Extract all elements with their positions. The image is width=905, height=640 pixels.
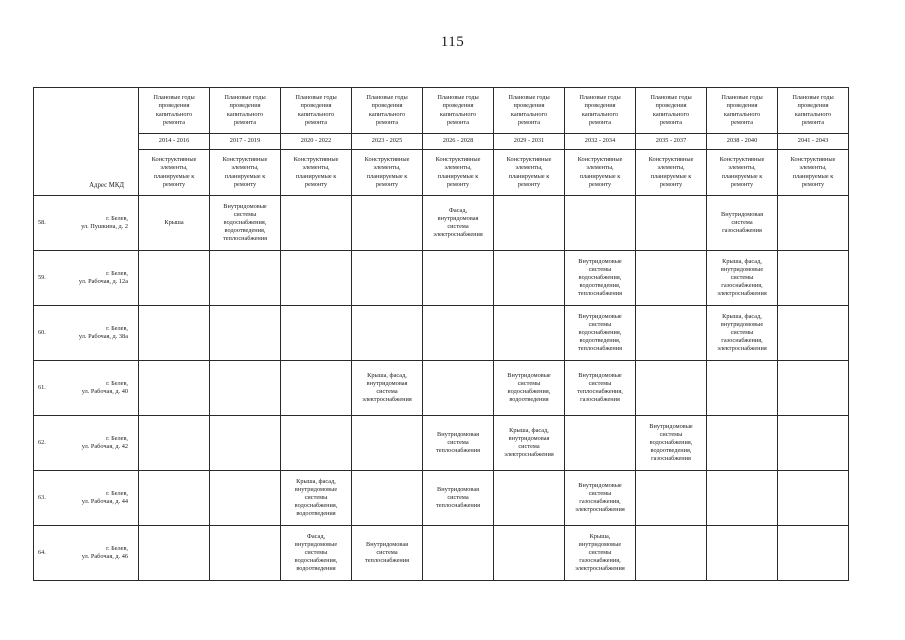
repair-cell (707, 306, 778, 361)
table-row (34, 526, 849, 581)
repair-cell (352, 251, 423, 306)
repair-cell (210, 416, 281, 471)
period-title-text: Плановые годы проведения капитального ремонта (579, 94, 621, 126)
repair-cell (281, 306, 352, 361)
repair-cell (352, 416, 423, 471)
repair-cell-text: Крыша, фасад, внутридомовые системы водоснабжения, водоотведения (294, 477, 338, 518)
period-title-text: Плановые годы проведения капитального ремонта (650, 94, 692, 126)
period-years-header: 2026 - 2028 (423, 134, 494, 150)
repair-cell-text: Внутридомовая система газоснабжения (721, 210, 764, 235)
repair-cell-text: Внутридомовые системы водоснабжения, водоотведения, газоснабжения (649, 422, 693, 463)
repair-cell (210, 471, 281, 526)
elements-header (636, 150, 707, 196)
header-row-title (34, 88, 849, 134)
row-number: 60. (34, 306, 64, 361)
repair-cell (281, 526, 352, 581)
repair-cell (139, 251, 210, 306)
elements-header (210, 150, 281, 196)
row-address-text: г. Белев, ул. Рабочая, д. 46 (81, 544, 129, 560)
repair-cell-text: Крыша, фасад, внутридомовая система электроснабжения (362, 371, 412, 404)
row-number: 64. (34, 526, 64, 581)
period-title-text: Плановые годы проведения капитального ремонта (366, 94, 408, 126)
elements-header (778, 150, 849, 196)
repair-cell-text: Внутридомовые системы водоснабжения, водоотведения, теплоснабжения (577, 312, 623, 353)
repair-cell-text: Фасад, внутридомовые системы водоснабжения, водоотведения (294, 532, 338, 573)
repair-cell-text: Фасад, внутридомовая система электроснабжения (433, 206, 483, 239)
table-row (34, 306, 849, 361)
period-title-text: Плановые годы проведения капитального ремонта (224, 94, 266, 126)
repair-cell (565, 416, 636, 471)
repair-cell (636, 251, 707, 306)
period-years-header: 2041 - 2043 (778, 134, 849, 150)
repair-cell (352, 526, 423, 581)
repair-cell-text: Крыша, внутридомовые системы газоснабжения, электроснабжения (575, 532, 625, 573)
row-number: 59. (34, 251, 64, 306)
repair-cell (139, 196, 210, 251)
repair-cell (707, 416, 778, 471)
repair-cell-text: Внутридомовая система теплоснабжения (364, 540, 410, 565)
row-address-text: г. Белев, ул. Рабочая, д. 40 (81, 379, 129, 395)
repair-cell (494, 526, 565, 581)
row-address (64, 526, 139, 581)
repair-cell (139, 306, 210, 361)
row-number: 63. (34, 471, 64, 526)
period-years-header: 2032 - 2034 (565, 134, 636, 150)
repair-cell (494, 361, 565, 416)
repair-cell-text: Крыша, фасад, внутридомовые системы газоснабжения, электроснабжения (717, 257, 767, 298)
repair-cell (707, 361, 778, 416)
period-years-header: 2023 - 2025 (352, 134, 423, 150)
repair-cell (636, 416, 707, 471)
repair-cell (210, 196, 281, 251)
row-address (64, 306, 139, 361)
elements-header-text: Конструктивные элементы, планируемые к ремонту (222, 156, 268, 188)
elements-header-text: Конструктивные элементы, планируемые к ремонту (151, 156, 197, 188)
row-address (64, 196, 139, 251)
period-title-header (423, 88, 494, 134)
period-title-text: Плановые годы проведения капитального ремонта (295, 94, 337, 126)
elements-header-text: Конструктивные элементы, планируемые к ремонту (648, 156, 694, 188)
elements-header (423, 150, 494, 196)
repair-cell (281, 196, 352, 251)
repair-cell (778, 416, 849, 471)
repair-cell (707, 471, 778, 526)
repair-cell (423, 196, 494, 251)
repair-cell (423, 526, 494, 581)
table-row (34, 361, 849, 416)
period-title-text: Плановые годы проведения капитального ремонта (437, 94, 479, 126)
period-title-header (565, 88, 636, 134)
repair-cell (352, 196, 423, 251)
repair-cell (778, 471, 849, 526)
repair-cell (707, 251, 778, 306)
period-title-header (352, 88, 423, 134)
repair-cell (565, 196, 636, 251)
elements-header (281, 150, 352, 196)
period-title-header (281, 88, 352, 134)
repair-cell (565, 361, 636, 416)
repair-cell-text: Внутридомовые системы водоснабжения, водоотведения (507, 371, 551, 404)
repair-cell-text: Внутридомовые системы водоснабжения, водоотведения, теплоснабжения (577, 257, 623, 298)
repair-cell (494, 196, 565, 251)
repair-cell (565, 526, 636, 581)
period-title-text: Плановые годы проведения капитального ремонта (792, 94, 834, 126)
repair-cell (423, 471, 494, 526)
elements-header-text: Конструктивные элементы, планируемые к ремонту (364, 156, 410, 188)
repair-cell (636, 361, 707, 416)
row-address-text: г. Белев, ул. Рабочая, д. 38а (78, 324, 129, 340)
repair-cell (210, 361, 281, 416)
repair-cell (494, 251, 565, 306)
elements-header-text: Конструктивные элементы, планируемые к ремонту (577, 156, 623, 188)
repair-cell (636, 306, 707, 361)
repair-cell-text: Внутридомовая система теплоснабжения (435, 485, 481, 510)
repair-cell (636, 196, 707, 251)
row-address (64, 416, 139, 471)
repair-cell (281, 251, 352, 306)
row-address-text: г. Белев, ул. Рабочая, д. 44 (81, 489, 129, 505)
repair-cell (210, 306, 281, 361)
elements-header-text: Конструктивные элементы, планируемые к ремонту (790, 156, 836, 188)
table-row (34, 416, 849, 471)
repair-cell (139, 471, 210, 526)
repair-cell (139, 416, 210, 471)
repair-cell-text: Крыша (164, 218, 184, 226)
row-number: 61. (34, 361, 64, 416)
repair-cell (281, 361, 352, 416)
repair-cell (707, 526, 778, 581)
repair-cell-text: Внутридомовая система теплоснабжения (435, 430, 481, 455)
repair-cell (565, 306, 636, 361)
period-years-header: 2014 - 2016 (139, 134, 210, 150)
repair-cell (352, 361, 423, 416)
repair-cell (778, 526, 849, 581)
period-title-header (707, 88, 778, 134)
row-address (64, 361, 139, 416)
repair-cell (565, 251, 636, 306)
repair-plan-table (33, 87, 849, 581)
repair-cell (423, 306, 494, 361)
address-column-header: Адрес МКД (34, 88, 139, 196)
elements-header-text: Конструктивные элементы, планируемые к ремонту (293, 156, 339, 188)
row-address (64, 471, 139, 526)
repair-cell (707, 196, 778, 251)
period-years-header: 2035 - 2037 (636, 134, 707, 150)
elements-header-text: Конструктивные элементы, планируемые к ремонту (719, 156, 765, 188)
repair-cell (139, 361, 210, 416)
table-row (34, 471, 849, 526)
elements-header-text: Конструктивные элементы, планируемые к ремонту (506, 156, 552, 188)
repair-cell-text: Внутридомовые системы теплоснабжения, газоснабжения (577, 371, 623, 404)
period-title-text: Плановые годы проведения капитального ремонта (153, 94, 195, 126)
period-title-header (636, 88, 707, 134)
repair-cell (423, 416, 494, 471)
repair-cell (778, 251, 849, 306)
repair-cell (494, 416, 565, 471)
repair-cell (778, 196, 849, 251)
period-title-header (494, 88, 565, 134)
elements-header (139, 150, 210, 196)
table-row (34, 251, 849, 306)
repair-cell (423, 361, 494, 416)
elements-header (707, 150, 778, 196)
row-address-text: г. Белев, ул. Рабочая, д. 12а (78, 269, 129, 285)
elements-header (494, 150, 565, 196)
header-row-elements (34, 150, 849, 196)
repair-cell-text: Крыша, фасад, внутридомовые системы газоснабжения, электроснабжения (717, 312, 767, 353)
repair-cell (281, 471, 352, 526)
period-title-header (778, 88, 849, 134)
repair-cell (352, 306, 423, 361)
repair-cell (210, 251, 281, 306)
repair-cell (494, 471, 565, 526)
repair-cell (281, 416, 352, 471)
table-body (34, 196, 849, 581)
repair-cell (352, 471, 423, 526)
period-title-header (210, 88, 281, 134)
repair-cell (778, 361, 849, 416)
row-address-text: г. Белев, ул. Рабочая, д. 42 (81, 434, 129, 450)
repair-cell (494, 306, 565, 361)
row-address-text: г. Белев, ул. Пушкина, д. 2 (81, 214, 129, 230)
row-number: 58. (34, 196, 64, 251)
period-years-header: 2029 - 2031 (494, 134, 565, 150)
repair-cell (565, 471, 636, 526)
period-years-header: 2017 - 2019 (210, 134, 281, 150)
elements-header-text: Конструктивные элементы, планируемые к ремонту (435, 156, 481, 188)
row-address (64, 251, 139, 306)
elements-header (352, 150, 423, 196)
period-years-header: 2020 - 2022 (281, 134, 352, 150)
repair-cell (423, 251, 494, 306)
elements-header (565, 150, 636, 196)
repair-cell-text: Внутридомовые системы водоснабжения, водоотведения, теплоснабжения (222, 202, 268, 243)
repair-cell (636, 471, 707, 526)
period-title-text: Плановые годы проведения капитального ремонта (508, 94, 550, 126)
period-title-text: Плановые годы проведения капитального ремонта (721, 94, 763, 126)
repair-cell (139, 526, 210, 581)
table-row (34, 196, 849, 251)
repair-cell-text: Внутридомовые системы газоснабжения, электроснабжения (575, 481, 625, 514)
repair-cell (636, 526, 707, 581)
page-number: 115 (440, 34, 465, 50)
repair-cell (778, 306, 849, 361)
repair-cell (210, 526, 281, 581)
period-title-header (139, 88, 210, 134)
repair-cell-text: Крыша, фасад, внутридомовая система электроснабжения (504, 426, 554, 459)
period-years-header: 2038 - 2040 (707, 134, 778, 150)
header-row-years (34, 134, 849, 150)
row-number: 62. (34, 416, 64, 471)
